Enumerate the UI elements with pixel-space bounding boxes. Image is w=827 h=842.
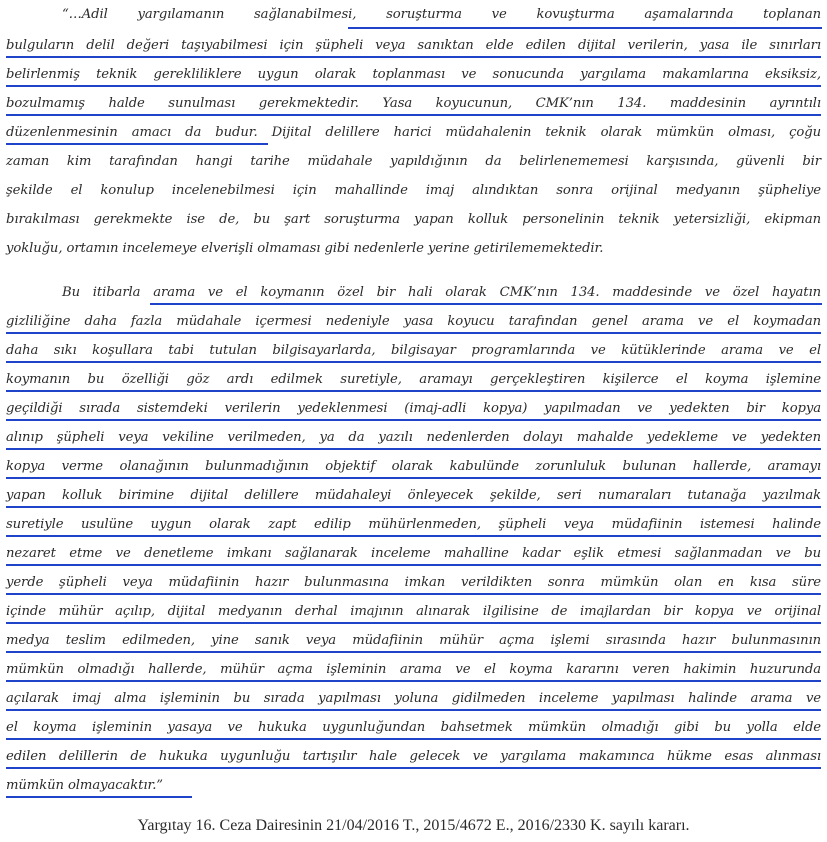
text-line: el koyma işleminin yasaya ve hukuka uygunluğundan bahsetmek mümkün olmadığı gibi bu yolla elde — [6, 720, 821, 735]
text-line: nezaret etme ve denetleme imkanı sağlanarak inceleme mahalline kadar eşlik etmesi sağlanmadan ve bu — [6, 546, 821, 561]
highlight-underline — [6, 535, 821, 537]
highlight-underline — [6, 361, 821, 363]
text-line: edilen delillerin de hukuka uygunluğu tartışılır hale gelecek ve yargılama makamınca hükme esas alınması — [6, 749, 821, 764]
text-line: yokluğu, ortamın incelemeye elverişli olmaması gibi nedenlerle yerine getirilememektedir. — [6, 241, 604, 256]
highlight-underline — [6, 506, 821, 508]
highlight-underline — [6, 767, 821, 769]
highlight-underline — [6, 143, 268, 145]
text-line: mümkün olmayacaktır.” — [6, 778, 163, 793]
text-line: içinde mühür açılıp, dijital medyanın derhal imajının alınarak ilgilisine de imajlardan bir kopya ve orijinal — [6, 604, 821, 619]
highlight-underline — [6, 477, 821, 479]
highlight-underline — [6, 390, 821, 392]
highlight-underline — [6, 114, 821, 116]
highlight-underline — [6, 419, 821, 421]
highlight-underline — [348, 27, 822, 29]
text-line: bozulmamış halde sunulması gerekmektedir. Yasa koyucunun, CMK’nın 134. maddesinin ayrıntılı — [6, 96, 821, 111]
text-line: yapan kolluk birimine dijital delillere müdahaleyi önleyecek şekilde, seri numaraları tutanağa yazılmak — [6, 488, 821, 503]
text-line: bırakılması gerekmekte ise de, bu şart soruşturma yapan kolluk personelinin teknik yetersizliği, ekipman — [6, 212, 821, 227]
highlight-underline — [6, 85, 821, 87]
text-line: suretiyle usulüne uygun olarak zapt edilip mühürlenmeden, şüpheli veya müdafiinin istemesi halinde — [6, 517, 821, 532]
text-line: şekilde el konulup incelenebilmesi için mahallinde imaj alındıktan sonra orijinal medyanın şüpheliye — [6, 183, 821, 198]
text-line: yerde şüpheli veya müdafiinin hazır bulunmasına imkan verildikten sonra mümkün olan en kısa süre — [6, 575, 821, 590]
text-line: açılarak imaj alma işleminin bu sırada yapılması yoluna gidilmeden inceleme yapılması halinde arama ve — [6, 691, 821, 706]
text-line: geçildiği sırada sistemdeki verilerin yedeklenmesi (imaj-adli kopya) yapılmadan ve yedekten bir kopya — [6, 401, 821, 416]
text-line: medya teslim edilmeden, yine sanık veya müdafiinin mühür açma işlemi sırasında hazır bulunmasının — [6, 633, 821, 648]
text-line: düzenlenmesinin amacı da budur. Dijital delillere harici müdahalenin teknik olarak mümkün olması, çoğu — [6, 125, 821, 140]
highlight-underline — [150, 303, 822, 305]
highlight-underline — [6, 738, 821, 740]
text-line: alınıp şüpheli veya vekiline verilmeden, ya da yazılı nedenlerden dolayı mahalde yedekleme ve yedekten — [6, 430, 821, 445]
highlight-underline — [6, 709, 821, 711]
highlight-underline — [6, 593, 821, 595]
text-line: “…Adil yargılamanın sağlanabilmesi, soruşturma ve kovuşturma aşamalarında toplanan — [62, 7, 821, 22]
text-line: gizliliğine daha fazla müdahale içermesi nedeniyle yasa koyucu tarafından genel arama ve el koymadan — [6, 314, 821, 329]
text-line: belirlenmiş teknik gerekliliklere uygun olarak toplanması ve sonucunda yargılama makamlarına eksiksiz, — [6, 67, 821, 82]
highlight-underline — [6, 564, 821, 566]
text-line: zaman kim tarafından hangi tarihe müdahale yapıldığının da belirlenememesi karşısında, güvenli bir — [6, 154, 821, 169]
text-line: bulguların delil değeri taşıyabilmesi için şüpheli veya sanıktan elde edilen dijital verilerin, yasa ile sınırları — [6, 38, 821, 53]
text-line: mümkün olmadığı hallerde, mühür açma işleminin arama ve el koyma kararını veren hakimin huzurunda — [6, 662, 821, 677]
court-decision-citation: Yargıtay 16. Ceza Dairesinin 21/04/2016 T., 2015/4672 E., 2016/2330 K. sayılı kararı. — [137, 817, 690, 834]
text-line: daha sıkı koşullara tabi tutulan bilgisayarlarda, bilgisayar programlarında ve kütüklerinde arama ve el — [6, 343, 821, 358]
highlight-underline — [6, 56, 821, 58]
text-line: kopya verme olanağının bulunmadığının objektif olarak kabulünde zorunluluk bulunan hallerde, aramayı — [6, 459, 821, 474]
highlight-underline — [6, 796, 192, 798]
text-line: koymanın bu özelliği göz ardı edilmek suretiyle, aramayı gerçekleştiren kişilerce el koyma işlemine — [6, 372, 821, 387]
highlight-underline — [6, 332, 821, 334]
highlight-underline — [6, 651, 821, 653]
text-line: Bu itibarla arama ve el koymanın özel bir hali olarak CMK’nın 134. maddesinde ve özel hayatın — [62, 285, 821, 300]
highlight-underline — [6, 448, 821, 450]
highlight-underline — [6, 680, 821, 682]
highlight-underline — [6, 622, 821, 624]
